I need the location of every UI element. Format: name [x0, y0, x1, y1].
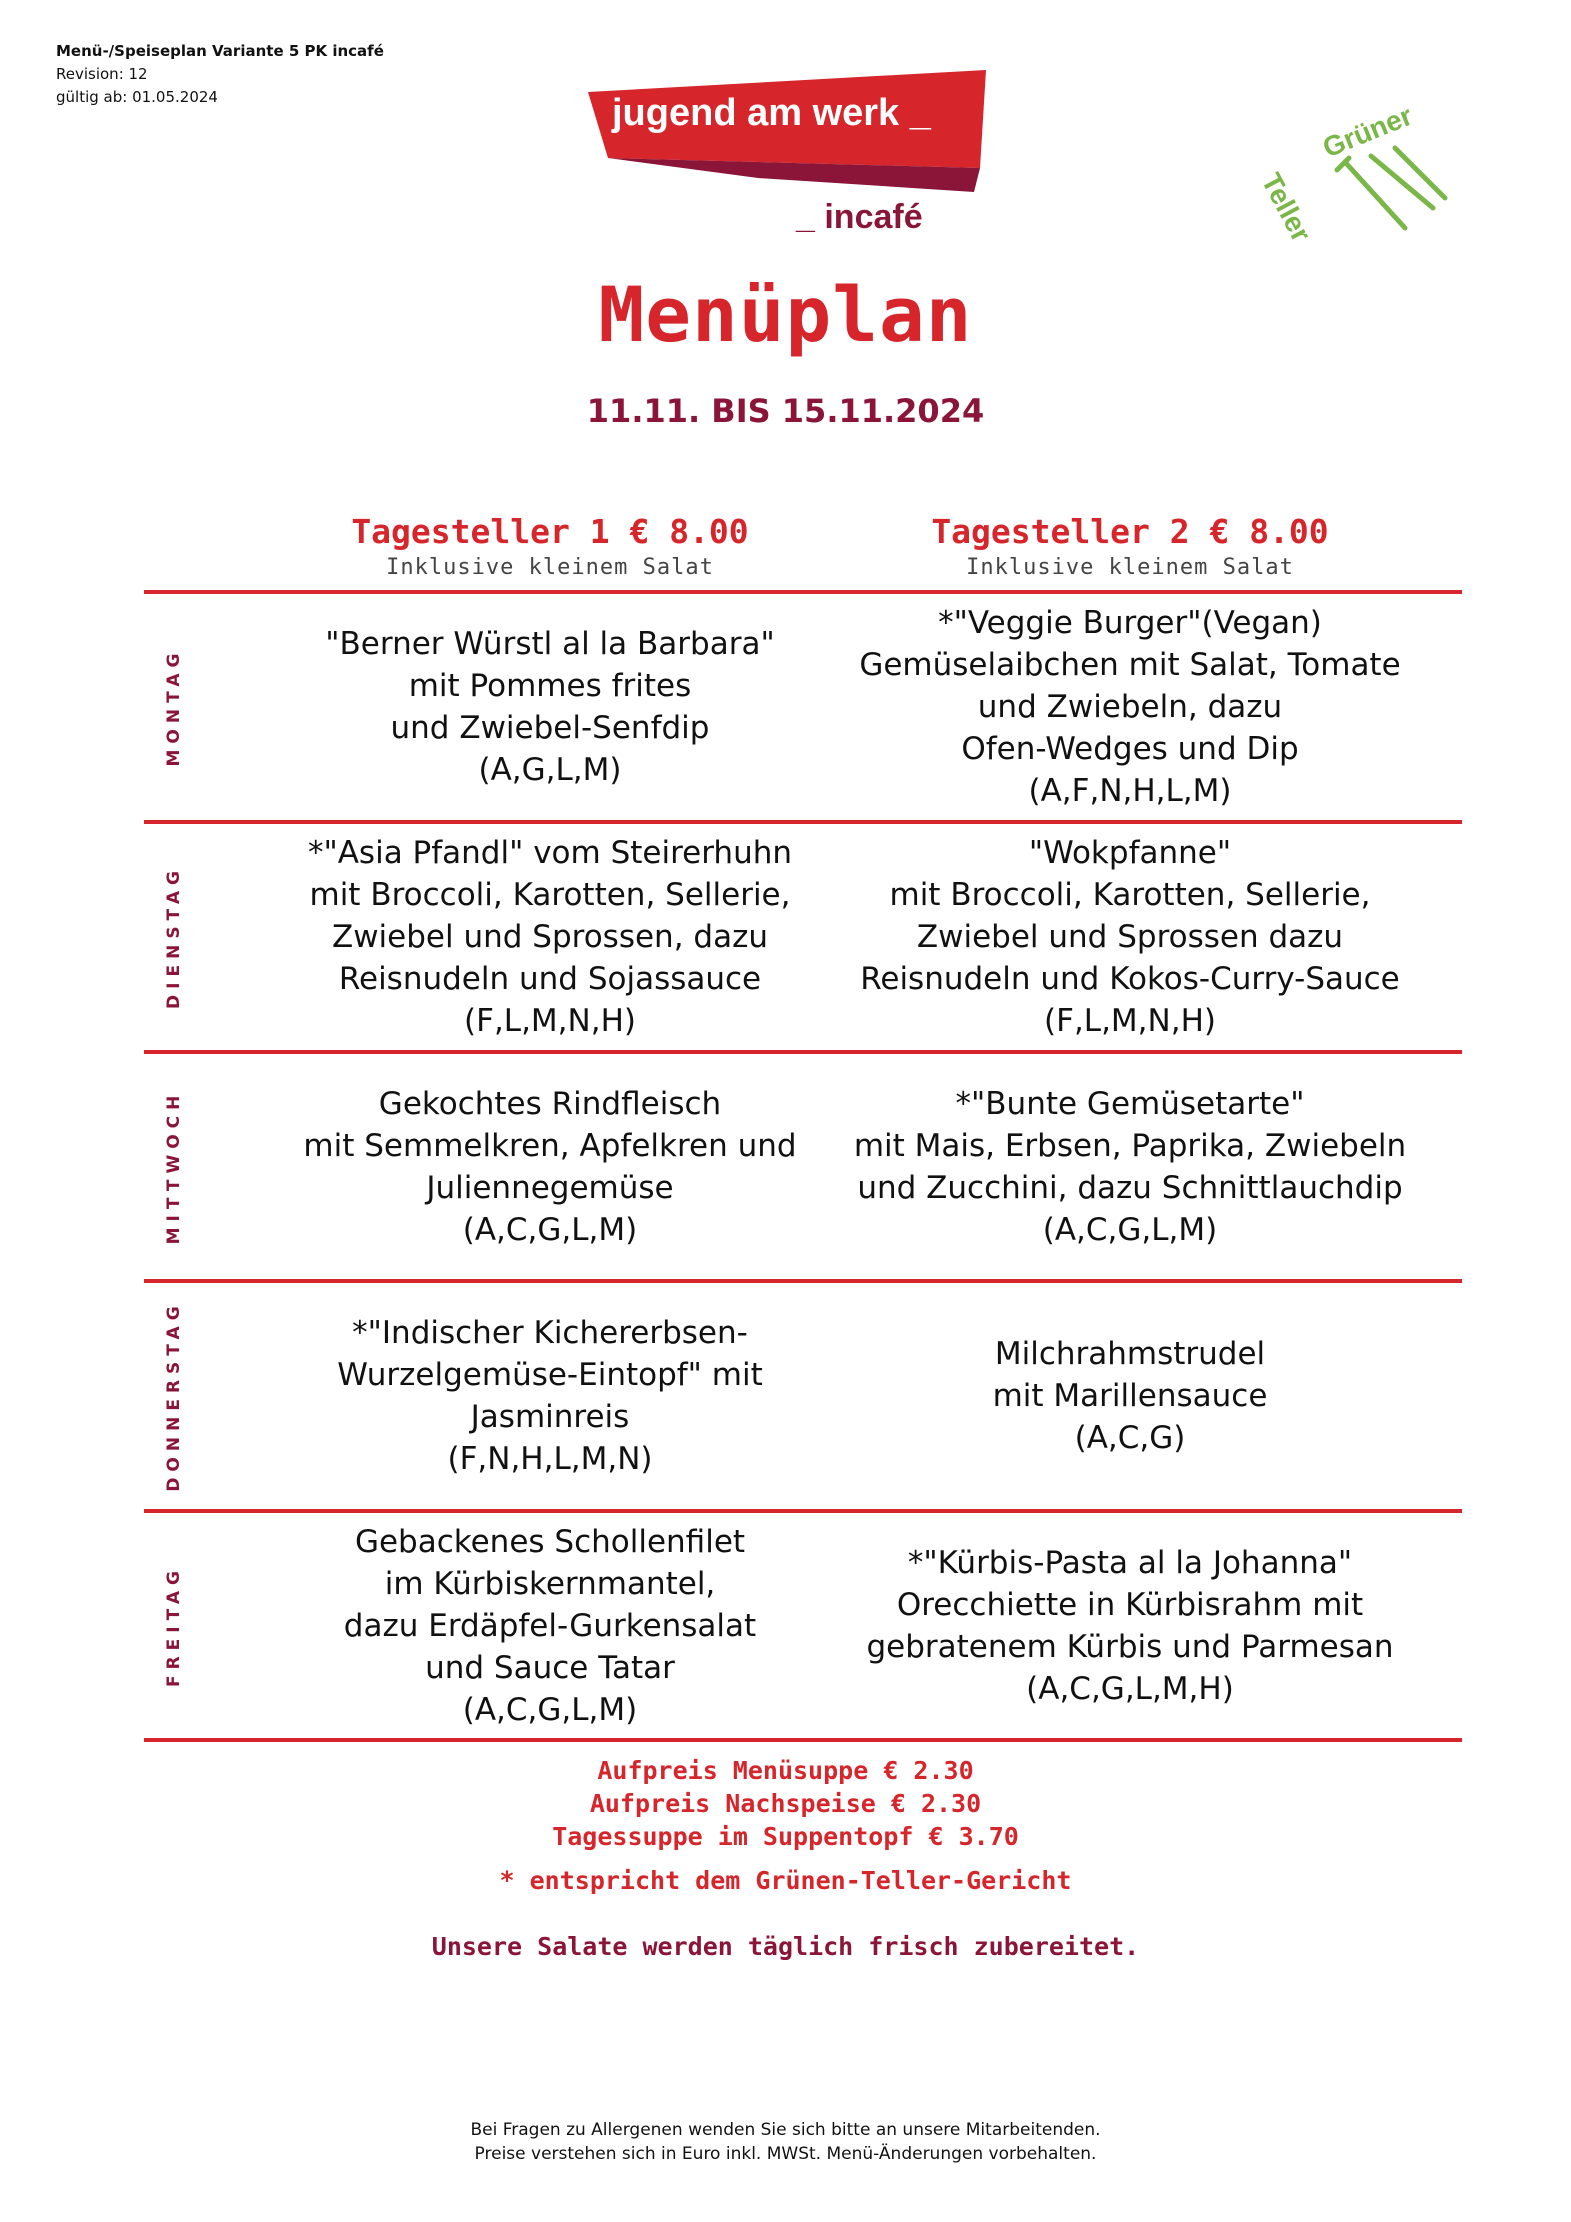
day-label-text: MITTWOCH — [164, 1089, 184, 1244]
meal-cell-tagesteller-2 — [850, 1513, 1410, 1738]
meal-text: *"Indischer Kichererbsen- Wurzelgemüse-Eintopf" mit Jasminreis (F,N,H,L,M,N) — [337, 1315, 763, 1477]
column-subtitle: Inklusive kleinem Salat — [966, 555, 1294, 580]
document-title: Menü-/Speiseplan Variante 5 PK incafé — [56, 42, 384, 60]
day-row-donnerstag — [144, 1283, 1462, 1509]
logo-subtitle: _ incafé — [796, 198, 923, 236]
day-label — [144, 1283, 204, 1509]
day-row-mittwoch — [144, 1054, 1462, 1279]
column-title: Tagesteller 2 € 8.00 — [931, 512, 1329, 551]
day-label — [144, 1054, 204, 1279]
meal-text: Gekochtes Rindfleisch mit Semmelkren, Apfelkren und Juliennegemüse (A,C,G,L,M) — [303, 1085, 797, 1248]
page-title: Menüplan — [598, 270, 973, 359]
meal-cell-tagesteller-2 — [850, 594, 1410, 820]
meal-cell-tagesteller-2 — [850, 1054, 1410, 1279]
price-notice: Preise verstehen sich in Euro inkl. MWSt. Menü-Änderungen vorbehalten. — [474, 2144, 1097, 2164]
valid-from-text: gültig ab: 01.05.2024 — [56, 88, 218, 106]
meal-cell-tagesteller-1 — [270, 1054, 830, 1279]
day-label-text: MONTAG — [164, 647, 184, 767]
meal-cell-tagesteller-1 — [270, 594, 830, 820]
meal-text: *"Veggie Burger"(Vegan) Gemüselaibchen mit Salat, Tomate und Zwiebeln, dazu Ofen-Wedges und Dip (A,F,N,H,L,M) — [859, 605, 1401, 809]
revision-text: Revision: 12 — [56, 65, 148, 83]
day-label — [144, 824, 204, 1050]
meal-text: *"Kürbis-Pasta al la Johanna" Orecchiette in Kürbisrahm mit gebratenem Kürbis und Parmesan (A,C,G,L,M,H) — [866, 1544, 1394, 1707]
document-meta — [56, 40, 384, 109]
meal-text: *"Asia Pfandl" vom Steirerhuhn mit Broccoli, Karotten, Sellerie, Zwiebel und Sprossen, dazu Reisnudeln und Sojassauce (F,L,M,N,H) — [307, 835, 793, 1039]
meal-text: "Wokpfanne" mit Broccoli, Karotten, Sellerie, Zwiebel und Sprossen dazu Reisnudeln und Kokos-Curry-Sauce (F,L,M,N,H) — [860, 835, 1400, 1039]
column-header-tagesteller-2 — [850, 512, 1410, 580]
surcharge-soup-pot: Tagessuppe im Suppentopf € 3.70 — [552, 1822, 1019, 1851]
day-label — [144, 594, 204, 820]
day-row-montag — [144, 594, 1462, 820]
logo-name: jugend am werk _ — [612, 92, 931, 134]
column-title: Tagesteller 1 € 8.00 — [351, 512, 749, 551]
surcharge-dessert: Aufpreis Nachspeise € 2.30 — [589, 1789, 982, 1818]
meal-cell-tagesteller-1 — [270, 824, 830, 1050]
day-label-text: DONNERSTAG — [164, 1300, 184, 1492]
badge-word-teller: Teller — [1255, 168, 1318, 247]
day-label-text: DIENSTAG — [164, 865, 184, 1009]
meal-text: "Berner Würstl al la Barbara" mit Pommes frites und Zwiebel-Senfdip (A,G,L,M) — [325, 626, 775, 788]
day-label — [144, 1513, 204, 1738]
day-row-freitag — [144, 1513, 1462, 1738]
jugend-am-werk-logo — [588, 70, 988, 270]
meal-text: Gebackenes Schollenfilet im Kürbiskernmantel, dazu Erdäpfel-Gurkensalat und Sauce Tatar (A,C,G,L,M) — [343, 1523, 757, 1728]
column-header-tagesteller-1 — [270, 512, 830, 580]
meal-cell-tagesteller-1 — [270, 1283, 830, 1509]
surcharge-menu-soup: Aufpreis Menüsuppe € 2.30 — [597, 1756, 974, 1785]
day-label-text: FREITAG — [164, 1564, 184, 1687]
date-range: 11.11. BIS 15.11.2024 — [586, 392, 985, 430]
table-divider — [144, 1738, 1462, 1742]
green-plate-note: * entspricht dem Grünen-Teller-Gericht — [499, 1866, 1072, 1895]
salad-note: Unsere Salate werden täglich frisch zubereitet. — [431, 1932, 1140, 1961]
meal-text: *"Bunte Gemüsetarte" mit Mais, Erbsen, Paprika, Zwiebeln und Zucchini, dazu Schnittlauchdip (A,C,G,L,M) — [853, 1085, 1407, 1248]
day-row-dienstag — [144, 824, 1462, 1050]
meal-cell-tagesteller-2 — [850, 1283, 1410, 1509]
allergen-notice: Bei Fragen zu Allergenen wenden Sie sich bitte an unsere Mitarbeitenden. — [470, 2120, 1101, 2140]
gruener-teller-badge — [1255, 99, 1455, 247]
badge-word-gruener: Grüner — [1318, 99, 1417, 164]
surcharge-list — [0, 1754, 1571, 1853]
footer-notice — [0, 2118, 1571, 2166]
meal-text: Milchrahmstrudel mit Marillensauce (A,C,G) — [992, 1336, 1268, 1456]
meal-cell-tagesteller-1 — [270, 1513, 830, 1738]
meal-cell-tagesteller-2 — [850, 824, 1410, 1050]
column-subtitle: Inklusive kleinem Salat — [386, 555, 714, 580]
